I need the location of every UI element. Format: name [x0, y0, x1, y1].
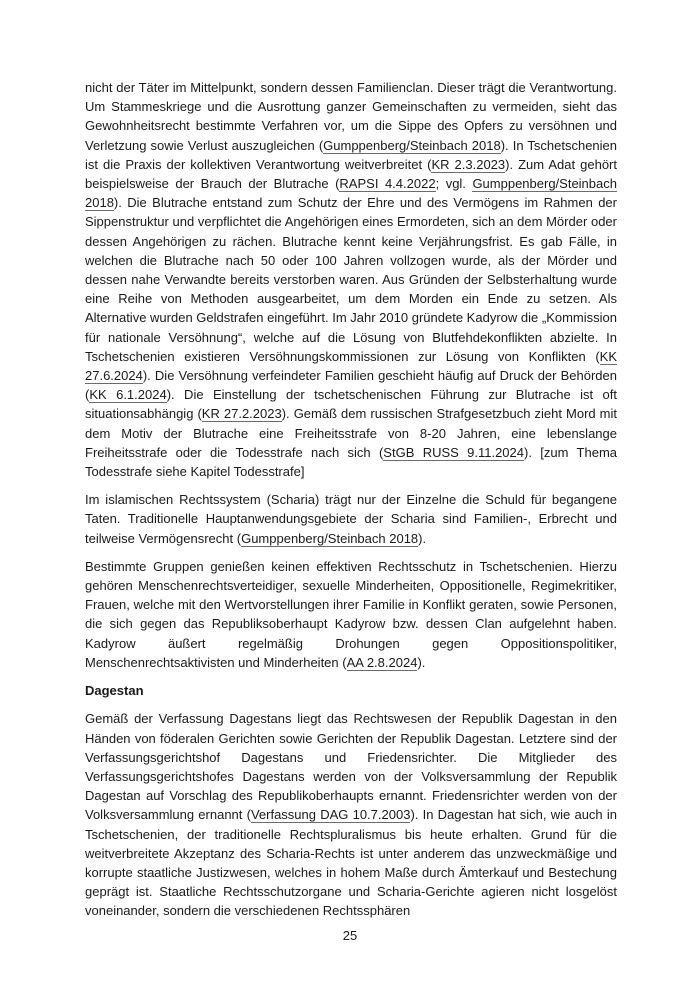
text-run: ). Die Einstellung der tschetschenischen Führung zur Blutrache ist oft situationsabhängig ( — [85, 387, 617, 422]
paragraph-dagestan-legal-system — [85, 709, 617, 920]
source-reference-link[interactable]: AA 2.8.2024 — [346, 654, 418, 670]
section-heading-dagestan: Dagestan — [85, 683, 144, 699]
text-run: ). [zum Thema Todesstrafe siehe Kapitel Todesstrafe] — [85, 444, 618, 480]
text-run: ). Gemäß dem russischen Strafgesetzbuch zieht Mord mit dem Motiv der Blutrache eine Freiheitsstrafe von 8-20 Jahren, eine lebenslange Freiheitsstrafe oder die Todesstrafe nach sich ( — [85, 406, 617, 460]
text-run: ). — [417, 654, 426, 670]
text-run: Im islamischen Rechtssystem (Scharia) trägt nur der Einzelne die Schuld für begangene Taten. Traditionelle Hauptanwendungsgebiete der Scharia sind Familien-, Erbrecht und teilweise Vermögensrecht ( — [85, 492, 617, 546]
text-run: Gemäß der Verfassung Dagestans liegt das Rechtswesen der Republik Dagestan in den Händen von föderalen Gerichten sowie Gerichten der Republik Dagestan. Letztere sind der Verfassungsgerichtshof Dagestans und Friedensrichter. Die Mitglieder des Verfassungsgerichtshofes Dagestans werden von der Volksversammlung der Republik Dagestan auf Vorschlag des Republikoberhaupts ernannt. Friedensrichter werden von der Volksversammlung ernannt ( — [85, 711, 617, 823]
text-run: ). In Tschetschenien ist die Praxis der kollektiven Verantwortung weitverbreitet ( — [85, 137, 618, 172]
text-run: Bestimmte Gruppen genießen keinen effektiven Rechtsschutz in Tschetschenien. Hierzu gehören Menschenrechtsverteidiger, sexuelle Minderheiten, Oppositionelle, Regimekritiker, Frauen, welche mit den Wertvorstellungen ihrer Familie in Konflikt geraten, sowie Personen, die sich gegen das Republiksoberhaupt Kadyrow bzw. dessen Clan aufgelehnt haben. Kadyrow äußert regelmäßig Drohungen gegen Oppositionspolitiker, Menschenrechtsaktivisten und Minderheiten ( — [85, 558, 617, 670]
paragraph-blood-feud — [85, 78, 617, 481]
paragraph-protection-groups — [85, 557, 617, 672]
text-run: ). In Dagestan hat sich, wie auch in Tschetschenien, der traditionelle Rechtspluralismus bis heute erhalten. Grund für die weitverbreitete Akzeptanz des Scharia-Rechts ist unter anderem das unzweckmäßige und korrupte staatliche Justizwesen, welches in hohem Maße durch Ämterkauf und Bestechung geprägt ist. Staatliche Rechtsschutzorgane und Scharia-Gerichte agieren nicht losgelöst voneinander, sondern die verschiedenen Rechtssphären — [85, 807, 617, 919]
text-run: nicht der Täter im Mittelpunkt, sondern dessen Familienclan. Dieser trägt die Verantwortung. Um Stammeskriege und die Ausrottung ganzer Gemeinschaften zu vermeiden, sieht das Gewohnheitsrecht bestimmte Verfahren vor, um die Sippe des Opfers zu versöhnen und Verletzung sowie Verlust auszugleichen ( — [85, 80, 617, 153]
paragraph-sharia — [85, 490, 617, 548]
source-reference-link[interactable]: Gumppenberg/Steinbach 2018 — [85, 176, 617, 211]
source-reference-link[interactable]: Gumppenberg/Steinbach 2018 — [323, 137, 501, 153]
source-reference-link[interactable]: Verfassung DAG 10.7.2003 — [250, 807, 411, 823]
text-run: ; vgl. — [435, 176, 473, 192]
text-run: ). Die Blutrache entstand zum Schutz der Ehre und des Vermögens im Rahmen der Sippenstruktur und verpflichtet die Angehörigen eines Ermordeten, sich an dem Mörder oder dessen Angehörigen zu rächen. Blutrache kennt keine Verjährungsfrist. Es gab Fälle, in welchen die Blutrache nach 50 oder 100 Jahren vollzogen wurde, als der Mörder und dessen nahe Verwandte bereits verstorben waren. Aus Gründen der Selbsterhaltung wurde eine Reihe von Methoden ausgearbeitet, um dem Morden ein Ende zu setzen. Als Alternative wurden Geldstrafen eingeführt. Im Jahr 2010 gründete Kadyrow die „Kommission für nationale Versöhnung“, welche auf die Lösung von Blutfehdekonflikten abzielte. In Tschetschenien existieren Versöhnungskommissionen zur Lösung von Konflikten ( — [85, 195, 617, 364]
document-page — [85, 78, 617, 921]
source-reference-link[interactable]: KR 2.3.2023 — [431, 156, 506, 172]
text-run: ). Die Versöhnung verfeindeter Familien geschieht häufig auf Druck der Behörden ( — [85, 368, 617, 403]
source-reference-link[interactable]: RAPSI 4.4.2022 — [339, 176, 436, 192]
source-reference-link[interactable]: Gumppenberg/Steinbach 2018 — [241, 530, 419, 546]
source-reference-link[interactable]: KR 27.2.2023 — [201, 406, 282, 422]
source-reference-link[interactable]: KK 6.1.2024 — [89, 387, 167, 403]
source-reference-link[interactable]: StGB RUSS 9.11.2024 — [383, 444, 525, 460]
text-run: ). Zum Adat gehört beispielsweise der Brauch der Blutrache ( — [85, 156, 617, 192]
text-run: ). — [418, 530, 427, 546]
source-reference-link[interactable]: KK 27.6.2024 — [85, 348, 617, 384]
page-number: 25 — [342, 928, 358, 943]
